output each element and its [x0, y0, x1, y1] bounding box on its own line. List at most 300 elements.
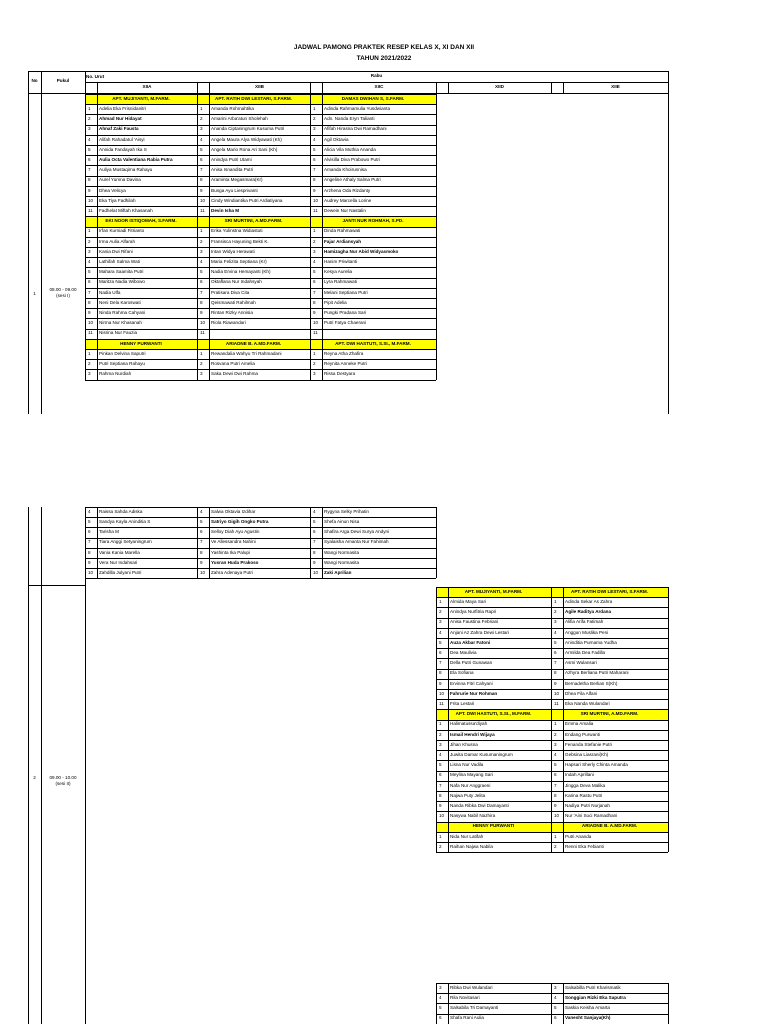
student-number: 7 [313, 289, 316, 295]
student-name: Riola Riawandari [211, 320, 246, 326]
student-number: 2 [554, 609, 557, 615]
student-name: Almida Maya Sari [450, 599, 486, 604]
student-name: Fahrurie Nur Rohman [450, 690, 498, 696]
pamong-name: HENNY PURWANTI [472, 823, 515, 829]
student-number: 5 [554, 1005, 557, 1011]
student-number: 2 [313, 116, 316, 122]
student-number: 8 [313, 177, 316, 183]
student-name: Anindya Nurfitria Rapri [450, 609, 497, 615]
session-label: (sesi I) [56, 293, 70, 298]
student-name: Hapsari Sherly Chinta Amanda [565, 762, 628, 768]
student-name: Bunga Ayu Liesprivanti [211, 187, 258, 193]
student-number: 2 [313, 238, 316, 244]
student-number: 1 [200, 228, 203, 234]
student-name: Aninditia Purnama Yudha [565, 639, 617, 645]
student-number: 8 [439, 792, 442, 798]
student-name: Neni Dela Karoswati [99, 299, 141, 305]
student-name: Intan Widya Herawati [211, 248, 255, 254]
student-name: Salsabila Tri Damayanti [450, 1005, 499, 1011]
pamong-name: JANTI NUR ROHMAH, S.PD. [342, 218, 404, 224]
student-name: Zahra Adenaya Putri [211, 570, 253, 575]
session-time: 08.00 - 09.00 [49, 287, 77, 292]
student-name: Endang Purwanti [565, 731, 600, 737]
student-number: 5 [439, 1005, 442, 1011]
session-label: (sesi II) [55, 781, 71, 786]
table-gridline [551, 1014, 668, 1015]
student-name: Nanda Ribka Dwi Damayanti [450, 803, 509, 808]
student-name: Dea Maulivia [450, 650, 477, 655]
student-name: Frita Lestari [450, 701, 475, 706]
student-name: Qeismawati Rahilmah [211, 299, 256, 305]
student-number: 1 [313, 106, 316, 111]
student-name: Salsabilla Putri Kharismatik [565, 984, 621, 990]
column-header-no-urut: No. Urut [86, 74, 105, 79]
student-name: Angeline Athaly Salma Putri [324, 177, 381, 183]
student-name: Auliya Mustaqima Rahayu [99, 167, 153, 173]
student-number: 5 [88, 146, 91, 152]
student-number: 10 [88, 197, 94, 203]
session-time: 09.00 - 10.00 [49, 775, 77, 780]
student-number: 3 [313, 126, 316, 132]
student-name: Mahara Saamita Putri [99, 269, 144, 275]
student-name: Lathifah Salma Wati [99, 259, 140, 264]
student-name: Jingga Deva Malika [565, 782, 606, 788]
student-number: 4 [439, 995, 442, 1000]
student-number: 3 [313, 371, 316, 377]
pamong-name: APT. RATIH DWI LESTARI, S.FARM. [215, 95, 292, 101]
student-number: 7 [88, 167, 91, 173]
student-number: 7 [554, 660, 557, 666]
pamong-name: APT. DWI HASTUTI, S.SI., M.FARM. [455, 711, 532, 717]
student-number: 11 [439, 701, 444, 706]
student-name: Ananda Ciptaningrum Kusuma Putri [211, 126, 285, 132]
pamong-name: APT. MUJIYANTI, M.FARM. [112, 95, 170, 101]
student-name: Vania Kania Marella [99, 549, 140, 555]
student-name: Irma Aulia Alfarah [99, 238, 136, 244]
student-number: 7 [439, 782, 442, 788]
student-name: Pipit Adelia [324, 299, 347, 305]
student-number: 7 [439, 660, 442, 666]
student-name: Kania Dwi Rifani [99, 248, 133, 254]
student-name: Adn. Nanda Eryn Talianti [324, 116, 375, 122]
student-name: Vanesht Sanjaya(Kh) [565, 1015, 611, 1021]
student-number: 7 [88, 289, 91, 295]
pamong-name: ARIADNE B. A.MD.FARM. [581, 823, 638, 829]
student-name: Songgian Rizki Eka Saputra [565, 995, 626, 1000]
student-number: 1 [313, 228, 316, 234]
student-number: 9 [439, 680, 442, 686]
pamong-name: APT. RATIH DWI LESTARI, S.FARM. [571, 588, 648, 594]
student-number: 7 [200, 539, 203, 545]
student-number: 1 [439, 599, 442, 604]
column-header-no: No [31, 78, 38, 83]
student-number: 3 [88, 371, 91, 377]
student-number: 2 [88, 238, 91, 244]
student-number: 3 [439, 984, 442, 990]
student-name: Salwa Oktavia Izdihar [211, 508, 256, 514]
student-number: 6 [313, 157, 316, 162]
student-number: 5 [200, 269, 203, 275]
student-number: 3 [439, 741, 442, 747]
student-number: 7 [200, 289, 203, 295]
student-name: Nisrina Nur Fauzia [99, 330, 138, 336]
student-number: 6 [554, 1015, 557, 1021]
student-name: Pinkan Delvina Saputri [99, 350, 146, 356]
student-name: Adelia Eka Frisnidanitri [99, 106, 146, 111]
student-number: 5 [200, 519, 203, 524]
student-name: Audrey Marcella Lorine [324, 197, 372, 203]
student-number: 7 [200, 167, 203, 173]
student-number: 10 [439, 690, 445, 696]
student-number: 5 [200, 146, 203, 152]
student-number: 7 [313, 167, 316, 173]
student-name: Reyna Atha Zhafira [324, 350, 364, 356]
student-name: Ahnaf Zaki Fausta [99, 126, 139, 132]
student-name: Tarisha M [99, 529, 119, 535]
student-name: Oktaflana Nur Indahsyah [211, 279, 262, 285]
student-name: Karina Rastu Putri [565, 792, 603, 798]
student-number: 1 [554, 599, 557, 604]
student-number: 7 [88, 539, 91, 545]
student-name: Anindya Putri Utami [211, 157, 252, 162]
student-name: Maritza Nadia Wibowo [99, 279, 145, 285]
student-name: Shafira Arga Dewi Surya Andyni [324, 529, 390, 535]
student-name: Lisna Nur Vadila [450, 762, 484, 768]
student-number: 4 [439, 752, 442, 757]
student-number: 8 [313, 299, 316, 305]
student-name: Angela Maura Alya Widyawati (Kh) [211, 136, 282, 142]
student-number: 7 [554, 782, 557, 788]
student-number: 3 [88, 248, 91, 254]
student-number: 4 [313, 136, 316, 142]
student-number: 9 [88, 187, 91, 193]
student-number: 8 [439, 670, 442, 676]
student-name: Putri Ananda [565, 833, 592, 839]
student-name: Bernadetha Berlian S(Kh) [565, 680, 618, 686]
student-number: 6 [554, 650, 557, 655]
student-name: Putri Septiana Rahayu [99, 361, 145, 366]
student-number: 4 [554, 629, 557, 635]
table-gridline [436, 1003, 551, 1004]
student-number: 10 [88, 570, 94, 575]
student-number: 9 [88, 559, 91, 565]
student-number: 1 [439, 721, 442, 727]
student-number: 10 [554, 813, 560, 819]
student-number: 4 [439, 629, 442, 635]
student-name: Rahma Nurdiah [99, 371, 132, 377]
student-number: 4 [200, 259, 203, 264]
student-name: Kesya Aurelia [324, 269, 353, 275]
column-header-class: XIIA [142, 83, 152, 89]
student-number: 1 [200, 106, 203, 111]
student-number: 6 [554, 772, 557, 778]
student-number: 1 [88, 106, 91, 111]
student-number: 6 [439, 650, 442, 655]
student-number: 1 [88, 350, 91, 356]
pamong-name: SRI MURTINI, A.MD.FARM. [224, 218, 283, 224]
student-name: Eka Nanda Wulandari [565, 701, 610, 706]
student-name: Arzhena Oda Rizdanty [324, 187, 371, 193]
student-number: 4 [313, 259, 316, 264]
table-gridline [436, 983, 551, 984]
student-number: 3 [88, 126, 91, 132]
student-number: 6 [439, 1015, 442, 1021]
student-name: Adinda Sekar As Zahra [565, 599, 613, 604]
student-number: 2 [200, 238, 203, 244]
column-header-time: Pukul [56, 78, 70, 83]
table-gridline [436, 993, 551, 994]
student-number: 5 [313, 146, 316, 152]
student-number: 9 [200, 187, 203, 193]
student-number: 11 [313, 330, 318, 336]
student-number: 2 [439, 609, 442, 615]
student-number: 3 [200, 126, 203, 132]
student-name: Hamizagha Nur Abid Widyasmoko [324, 248, 399, 254]
pamong-name: APT. DWI HASTUTI, S.SI., M.FARM. [335, 340, 411, 346]
student-name: Adinda Rahmamulia Yusdwianta [324, 106, 391, 111]
student-name: Ismail Hendri Wijaya [450, 731, 495, 737]
student-name: Halimatussa'diyah [450, 721, 488, 727]
student-number: 2 [313, 361, 316, 366]
student-number: 1 [554, 721, 557, 727]
pamong-name: APT. MUJIYANTI, M.FARM. [464, 588, 523, 594]
student-number: 8 [200, 299, 203, 305]
student-name: Eka Tiya Fadhilah [99, 197, 136, 203]
student-name: Alicia Vila Muthia Ananda [324, 146, 376, 152]
table-gridline [448, 983, 449, 1024]
table-gridline [563, 983, 564, 1024]
student-number: 8 [200, 177, 203, 183]
student-name: Nasywa Nabil Nazhira [450, 813, 496, 819]
student-name: Raihan Najwa Nabila [450, 843, 493, 849]
student-name: Najwa Puty Jelita [450, 792, 486, 798]
student-number: 8 [88, 299, 91, 305]
student-name: Indah Aprillani [565, 772, 594, 778]
student-number: 1 [313, 350, 316, 356]
table-gridline [436, 1014, 551, 1015]
student-name: Reynita Anneke Putri [324, 361, 367, 366]
student-number: 4 [88, 136, 91, 142]
student-number: 10 [88, 320, 94, 326]
student-number: 2 [554, 843, 557, 849]
column-header-class: XIIB [255, 83, 264, 89]
student-name: Ervinna Fitri Cahyani [450, 680, 493, 686]
student-number: 5 [554, 762, 557, 768]
student-name: Hanim Priwitanti [324, 259, 358, 264]
student-number: 2 [200, 361, 203, 366]
table-gridline [668, 983, 669, 1024]
student-name: Fransisca Hayuning Bekti K. [211, 238, 269, 244]
student-name: Irfan Kurniadi Fitrianto [99, 228, 145, 234]
student-name: Cindy Windiantika Putri Ardiatiyana [211, 197, 283, 203]
student-name: Satriyo Gigih Ongko Putra [211, 519, 269, 524]
student-name: Ninda Rahma Cahyani [99, 310, 146, 315]
student-number: 3 [554, 741, 557, 747]
student-name: Ribka Dwi Wulandari [450, 984, 493, 990]
student-name: Araminta Megasmara(Kr) [211, 177, 263, 183]
student-number: 1 [439, 833, 442, 839]
student-name: Lyra Rahmawati [324, 279, 358, 285]
student-name: Afifah Hirasna Dwi Ramadhani [324, 126, 387, 132]
student-number: 11 [200, 208, 205, 213]
student-name: Jihan Khusna [450, 741, 478, 747]
student-name: Dhea Fila Alfani [565, 690, 598, 696]
student-name: Renni Eka Febianti [565, 843, 604, 849]
student-number: 6 [313, 279, 316, 285]
student-name: Rewandalia Wahyu Tri Rahmadani [211, 350, 282, 356]
student-name: Ela Sofiana [450, 670, 474, 676]
student-name: Saskia Keisha Amarta [565, 1005, 610, 1011]
table-gridline [551, 1003, 668, 1004]
student-number: 11 [313, 208, 318, 213]
student-name: Zahdilla Julyani Putri [99, 570, 142, 575]
student-name: Yashinta Ika Palupi [211, 549, 250, 555]
student-number: 6 [200, 279, 203, 285]
student-number: 9 [439, 803, 442, 808]
student-name: Nafa Nur Anggraeni [450, 782, 491, 788]
student-number: 8 [88, 549, 91, 555]
document-year: TAHUN 2021/2022 [356, 55, 412, 62]
pamong-name: SRI MURTINI, A.MD.FARM. [580, 711, 639, 717]
student-number: 5 [439, 762, 442, 768]
student-number: 7 [313, 539, 316, 545]
student-name: Nur 'Aini Suci Ramadhani [565, 813, 618, 819]
student-name: Saka Dewi Dwi Rahma [211, 371, 258, 377]
student-name: Agile Raditya Ardana [565, 609, 612, 615]
student-name: Annida Fandayah Ika S [99, 146, 147, 152]
student-number: 9 [200, 310, 203, 315]
student-name: Wangi Normasita [324, 549, 360, 555]
pamong-name: EKI NOOR ISTIQOMAH, S.FARM. [105, 218, 177, 224]
student-number: 6 [88, 157, 91, 162]
student-name: Alifah Rahadatul 'Aisyi [99, 136, 145, 142]
student-number: 3 [554, 984, 557, 990]
student-name: Auza Akbar Fatoni [450, 639, 491, 645]
student-number: 10 [313, 197, 319, 203]
student-number: 2 [88, 116, 91, 122]
student-name: Anisa Isnandita Putri [211, 167, 254, 173]
student-name: Dewein Nur Nastalin [324, 208, 366, 213]
session-number: 1 [33, 291, 36, 296]
student-name: Pratisara Diva Cita [211, 289, 250, 295]
student-number: 9 [313, 187, 316, 193]
student-name: Nadiya Putri Nurjanah [565, 803, 610, 808]
student-name: Emma Amalia [565, 721, 594, 727]
column-header-day: Rabu [370, 72, 383, 78]
student-name: Dhea Velicya [99, 187, 126, 193]
student-name: Syalaisha Amanta Nur Fahimah [324, 539, 389, 545]
student-name: Raissa Sahda Adiska [99, 508, 143, 514]
student-number: 8 [88, 177, 91, 183]
student-name: Nadia Ervina Hemayanti (Kh) [211, 269, 271, 275]
student-number: 4 [554, 995, 557, 1000]
student-name: Armilda Dea Fadilla [565, 650, 606, 655]
student-number: 8 [200, 549, 203, 555]
student-name: Devin Isha M [211, 208, 240, 213]
student-number: 5 [88, 269, 91, 275]
student-name: Zaki Aprilian [324, 570, 352, 575]
student-name: Rila Novitasari [450, 995, 480, 1000]
student-name: Erika Yulinstna Widiastuti [211, 228, 263, 234]
student-number: 10 [200, 320, 206, 326]
student-name: Selloy Diah Ayu Agustin [211, 529, 260, 535]
student-name: Rissa Destyara [324, 371, 356, 377]
student-number: 10 [200, 570, 206, 575]
student-number: 4 [200, 136, 203, 142]
student-name: Shafa Rani Aulia [450, 1015, 484, 1021]
student-number: 9 [200, 559, 203, 565]
student-number: 5 [313, 269, 316, 275]
student-number: 3 [439, 619, 442, 625]
table-gridline [551, 983, 668, 984]
student-number: 10 [313, 570, 319, 575]
student-name: Nirma Nur Khasanah [99, 320, 142, 326]
student-name: Dinda Rahmawati [324, 228, 361, 234]
student-number: 1 [200, 350, 203, 356]
student-number: 8 [554, 670, 557, 676]
student-name: Putri Fatya Chaerani [324, 320, 367, 326]
pamong-name: HENNY PURWANTI [120, 340, 162, 346]
student-number: 10 [554, 690, 560, 696]
student-number: 3 [200, 248, 203, 254]
student-name: Maria Felizita Septiana (Kr) [211, 259, 267, 264]
student-name: Alifia Arifa Fatimah [565, 619, 604, 625]
student-number: 6 [200, 157, 203, 162]
student-name: Ve Allessandra Nahini [211, 539, 256, 545]
student-number: 9 [554, 803, 557, 808]
student-number: 5 [88, 519, 91, 524]
student-number: 4 [88, 259, 91, 264]
student-name: Rygyna Selky Prihatin [324, 508, 369, 514]
student-number: 4 [313, 508, 316, 514]
column-header-class: XIIE [611, 83, 620, 89]
student-number: 3 [313, 248, 316, 254]
student-name: Fajar Ardiansyah [324, 238, 362, 244]
student-number: 10 [313, 320, 319, 326]
student-name: Wangi Normasita [324, 559, 360, 565]
pamong-name: ARIADNE B. A.MD.FARM. [225, 340, 282, 346]
student-name: Pungki Pradana Sari [324, 310, 367, 315]
student-number: 2 [88, 361, 91, 366]
student-name: Azhyra Berliana Putri Maharani [565, 670, 629, 676]
student-name: Della Putri Gunawan [450, 660, 493, 666]
column-header-class: XIIC [374, 83, 384, 89]
student-number: 9 [88, 310, 91, 315]
student-name: Sandya Kayla Aninditia S [99, 519, 151, 524]
student-name: Fadhelat Miftah Khasanah [99, 208, 153, 213]
table-gridline [436, 983, 437, 1024]
student-number: 1 [554, 833, 557, 839]
student-name: Amarini Arba'atun Sholehah [211, 116, 268, 122]
document-title: JADWAL PAMONG PRAKTEK RESEP KELAS X, XI DAN XII [293, 44, 475, 51]
student-name: Yusran Huda Prakoso [211, 559, 259, 565]
student-name: Shefa Ainun Nisa [324, 519, 360, 524]
student-number: 6 [313, 529, 316, 535]
student-name: Alvisilla Diva Prabowo Putri [324, 157, 380, 162]
student-name: Melani Septiana Putri [324, 289, 368, 295]
table-gridline [551, 993, 668, 994]
student-number: 3 [554, 619, 557, 625]
session-number: 2 [33, 775, 36, 780]
student-name: Fenanda Stefanie Putri [565, 741, 612, 747]
student-number: 6 [88, 279, 91, 285]
student-name: Nida Nur Latifah [450, 833, 484, 839]
student-number: 1 [88, 228, 91, 234]
student-name: Anjani Az Zahra Dewi Lestari [450, 629, 509, 635]
student-name: Nadia Ulfa [99, 289, 121, 295]
student-name: Vera Nur Indahsari [99, 559, 138, 565]
student-number: 2 [554, 731, 557, 737]
